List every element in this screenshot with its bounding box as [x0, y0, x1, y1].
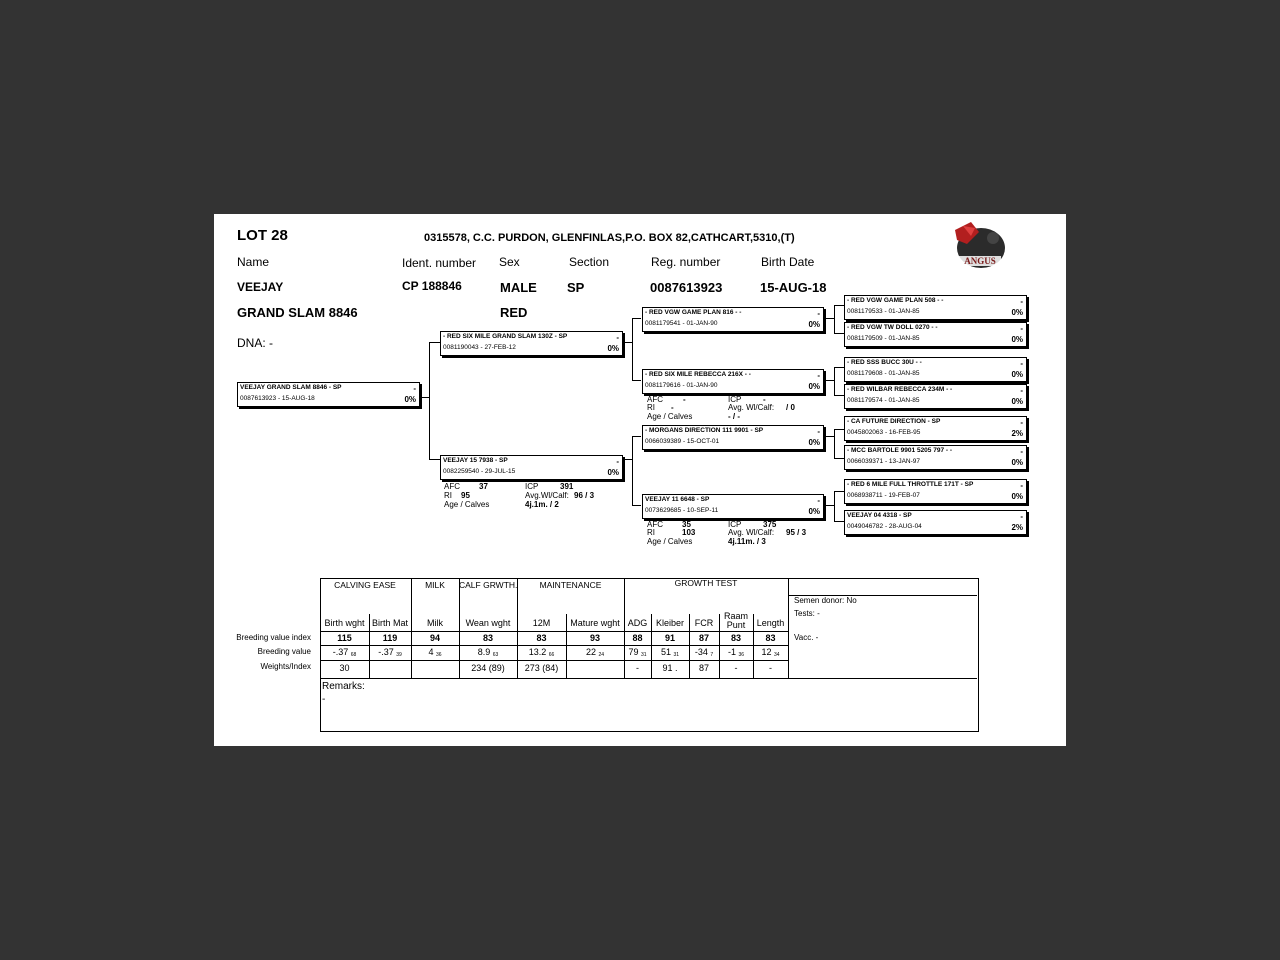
bv-value: 8.9 — [477, 647, 491, 657]
bv-value: 4 — [428, 647, 434, 657]
lot-sheet — [214, 214, 1066, 746]
bv-value: -1 — [727, 647, 736, 657]
bv-accuracy: 24 — [598, 652, 605, 658]
reg-date: 0068938711 - 19-FEB-07 — [847, 492, 920, 499]
bvi-cell: 83 — [536, 633, 547, 643]
bvi-cell: 87 — [698, 633, 709, 643]
animal-name: - RED SIX MILE GRAND SLAM 130Z - SP — [443, 333, 568, 340]
lot-number: LOT 28 — [237, 227, 288, 244]
percent: 0% — [607, 468, 619, 477]
row-label-weights: Weights/Index — [260, 662, 311, 671]
label-ident: Ident. number — [402, 256, 477, 270]
animal-name: - RED SIX MILE REBECCA 216X - - — [645, 371, 751, 378]
reg-date: 0081179533 - 01-JAN-85 — [847, 308, 920, 315]
bv-accuracy: 31 — [640, 652, 647, 658]
connector — [823, 318, 834, 319]
bvi-cell: 115 — [337, 633, 352, 643]
weights-cell: 30 — [339, 663, 350, 673]
column-header: Milk — [427, 618, 443, 628]
connector — [419, 397, 429, 398]
weights-cell: 273 (84) — [524, 663, 559, 673]
flag: - — [1020, 481, 1023, 490]
bv-cell — [753, 647, 788, 658]
bv-cell — [624, 647, 651, 658]
connector — [429, 459, 440, 460]
animal-name: - RED SSS BUCC 30U - - — [847, 359, 922, 366]
percent: 0% — [607, 344, 619, 353]
animal-name: VEEJAY 04 4318 - SP — [847, 512, 912, 519]
flag: - — [817, 309, 820, 318]
bv-cell — [719, 647, 753, 658]
column-header: Length — [756, 618, 785, 628]
flag: - — [1020, 447, 1023, 456]
percent: 0% — [808, 438, 820, 447]
percent: 0% — [1011, 308, 1023, 317]
semen-donor: Semen donor: No — [794, 596, 857, 605]
birth-date: 15-AUG-18 — [760, 280, 827, 295]
bv-accuracy: 36 — [435, 652, 442, 658]
flag: - — [413, 384, 416, 393]
connector — [632, 505, 641, 506]
column-header: FCR — [694, 618, 714, 628]
animal-name: VEEJAY GRAND SLAM 8846 - SP — [240, 384, 342, 391]
row-label-bv: Breeding value — [257, 647, 311, 656]
weights-cell: - — [734, 663, 738, 673]
dna-status: DNA: - — [237, 336, 273, 350]
tests: Tests: - — [794, 609, 820, 618]
pedigree-box-sire — [440, 331, 623, 356]
bv-cell — [651, 647, 689, 658]
remarks-text: - — [322, 694, 326, 705]
animal-name: VEEJAY 11 6648 - SP — [645, 496, 710, 503]
percent: 0% — [1011, 458, 1023, 467]
breeder-line: 0315578, C.C. PURDON, GLENFINLAS,P.O. BOX 82,CATHCART,5310,(T) — [424, 232, 795, 244]
bvi-cell: 83 — [730, 633, 741, 643]
animal-name: - RED VGW GAME PLAN 816 - - — [645, 309, 742, 316]
flag: - — [1020, 359, 1023, 368]
bv-value: 22 — [585, 647, 596, 657]
pedigree-box-sire-sire — [642, 307, 824, 332]
flag: - — [1020, 324, 1023, 333]
pedigree-box-dam-dam — [642, 494, 824, 519]
remarks-label: Remarks: — [322, 681, 365, 692]
label-name: Name — [237, 255, 270, 269]
bv-value: 51 — [660, 647, 671, 657]
bv-value: 12 — [761, 647, 772, 657]
connector — [834, 305, 844, 306]
flag: - — [817, 371, 820, 380]
group-milk: MILK — [425, 580, 445, 590]
weights-cell: - — [769, 663, 772, 673]
flag: - — [817, 427, 820, 436]
connector — [632, 380, 641, 381]
bv-accuracy: 63 — [492, 652, 499, 658]
connector — [823, 436, 834, 437]
pedigree-box-dam — [440, 455, 623, 480]
bv-accuracy: 7 — [710, 652, 714, 658]
animal-name: - MORGANS DIRECTION 111 9901 - SP — [645, 427, 764, 434]
connector — [834, 367, 844, 368]
column-header: 12M — [532, 618, 551, 628]
pedigree-box-g3-4 — [844, 384, 1027, 409]
group-maintenance: MAINTENANCE — [539, 580, 602, 590]
animal-name: - MCC BARTOLE 9901 5205 797 - - — [847, 447, 952, 454]
animal-name: - RED WILBAR REBECCA 234M - - — [847, 386, 953, 393]
connector — [632, 436, 633, 506]
column-header: ADG — [627, 618, 648, 628]
bv-accuracy: 66 — [548, 652, 555, 658]
vaccinations: Vacc. - — [794, 633, 819, 642]
bvi-cell: 93 — [589, 633, 600, 643]
label-section: Section — [569, 255, 610, 269]
bv-cell — [320, 647, 369, 658]
animal-name: - RED VGW TW DOLL 0270 - - — [847, 324, 938, 331]
column-header: Kleiber — [655, 618, 684, 628]
colour-value: RED — [500, 305, 528, 320]
column-header: Birth wght — [324, 618, 365, 628]
bv-accuracy: 31 — [673, 652, 680, 658]
label-sex: Sex — [499, 255, 520, 269]
connector — [622, 342, 632, 343]
connector — [834, 333, 844, 334]
bvi-cell: 83 — [482, 633, 493, 643]
reg-date: 0045802063 - 16-FEB-95 — [847, 429, 921, 436]
reg-date: 0073629685 - 10-SEP-11 — [645, 507, 719, 514]
table-rule — [788, 578, 789, 678]
connector — [632, 318, 633, 381]
pedigree-box-g3-5 — [844, 416, 1027, 441]
label-birth: Birth Date — [761, 255, 815, 269]
bvi-cell: 88 — [632, 633, 643, 643]
flag: - — [1020, 297, 1023, 306]
pedigree-box-g3-6 — [844, 445, 1027, 470]
pedigree-box-dam-sire — [642, 425, 824, 450]
bv-cell — [566, 647, 624, 658]
bv-value: -34 — [694, 647, 708, 657]
pedigree-box-g3-8 — [844, 510, 1027, 535]
pedigree-box-sire-dam — [642, 369, 824, 394]
flag: - — [817, 496, 820, 505]
weights-cell: 234 (89) — [471, 663, 505, 673]
group-calving-ease: CALVING EASE — [334, 580, 396, 590]
reg-date: 0081179541 - 01-JAN-90 — [645, 320, 718, 327]
bvi-cell: 91 — [664, 633, 675, 643]
connector — [622, 459, 632, 460]
pedigree-box-g3-3 — [844, 357, 1027, 382]
dam-dam-stats: AFC 35 ICP 375 RI 103 Avg. Wl/Calf: 95 / 3 Age / Calves 4j.11m. / 3 — [647, 520, 807, 546]
connector — [834, 305, 835, 333]
connector — [834, 367, 835, 395]
column-header: Wean wght — [465, 618, 511, 628]
connector — [429, 342, 440, 343]
connector — [632, 318, 641, 319]
connector — [834, 521, 844, 522]
bv-cell — [517, 647, 566, 658]
reg-date: 0066039371 - 13-JAN-97 — [847, 458, 920, 465]
flag: - — [1020, 386, 1023, 395]
connector — [834, 458, 844, 459]
percent: 0% — [808, 320, 820, 329]
reg-date: 0081179509 - 01-JAN-85 — [847, 335, 920, 342]
weights-cell: - — [636, 663, 639, 673]
group-calf-growth: CALF GRWTH. — [459, 580, 518, 590]
reg-number: 0087613923 — [650, 280, 723, 295]
percent: 0% — [1011, 370, 1023, 379]
percent: 0% — [1011, 335, 1023, 344]
connector — [834, 429, 844, 430]
percent: 0% — [1011, 492, 1023, 501]
bv-value: -.37 — [332, 647, 349, 657]
percent: 2% — [1011, 429, 1023, 438]
logo-text: ANGUS — [964, 256, 996, 266]
connector — [823, 380, 834, 381]
percent: 0% — [808, 382, 820, 391]
bv-value: 13.2 — [528, 647, 547, 657]
pedigree-box-g3-7 — [844, 479, 1027, 504]
connector — [834, 491, 835, 521]
sire-dam-stats: AFC - ICP - RI - Avg. Wl/Calf: / 0 Age / Calves - / - — [647, 395, 795, 421]
animal-name-1: VEEJAY — [237, 280, 284, 294]
flag: - — [1020, 418, 1023, 427]
bv-cell — [459, 647, 517, 658]
pedigree-box-subject — [237, 382, 420, 407]
bv-value: -.37 — [378, 647, 394, 657]
bvi-cell: 94 — [429, 633, 440, 643]
bv-accuracy: 34 — [773, 652, 780, 658]
bv-value: 79 — [628, 647, 639, 657]
reg-date: 0049046782 - 28-AUG-04 — [847, 523, 922, 530]
animal-name: - CA FUTURE DIRECTION - SP — [847, 418, 941, 425]
percent: 0% — [1011, 397, 1023, 406]
connector — [834, 395, 844, 396]
animal-name: - RED VGW GAME PLAN 508 - - — [847, 297, 944, 304]
connector — [429, 342, 430, 459]
animal-name-2: GRAND SLAM 8846 — [237, 305, 358, 320]
ident-number: CP 188846 — [402, 279, 462, 293]
column-header: Raam Punt — [723, 611, 748, 630]
animal-name: VEEJAY 15 7938 - SP — [443, 457, 508, 464]
connector — [823, 505, 834, 506]
bv-accuracy: 68 — [350, 652, 357, 658]
pedigree-box-g3-2 — [844, 322, 1027, 347]
flag: - — [616, 457, 619, 466]
reg-date: 0081179608 - 01-JAN-85 — [847, 370, 920, 377]
dam-stats: AFC 37 ICP 391 RI 95 Avg.Wl/Calf: 96 / 3 Age / Calves 4j.1m. / 2 — [444, 482, 595, 509]
reg-date: 0081179574 - 01-JAN-85 — [847, 397, 920, 404]
bvi-cell: 83 — [765, 633, 776, 643]
connector — [834, 491, 844, 492]
weights-cell: 87 — [698, 663, 709, 673]
connector — [834, 429, 835, 458]
percent: 2% — [1011, 523, 1023, 532]
column-header: Mature wght — [570, 618, 620, 628]
bv-cell — [689, 647, 719, 658]
angus-logo — [949, 218, 1009, 272]
reg-date: 0081179616 - 01-JAN-90 — [645, 382, 718, 389]
table-rule — [411, 578, 412, 678]
table-rule — [320, 678, 977, 679]
bvi-cell: 119 — [382, 633, 398, 643]
percent: 0% — [808, 507, 820, 516]
flag: - — [616, 333, 619, 342]
reg-date: 0081190043 - 27-FEB-12 — [443, 344, 516, 351]
label-reg: Reg. number — [651, 255, 721, 269]
bv-cell — [369, 647, 411, 658]
bv-accuracy: 36 — [738, 652, 745, 658]
flag: - — [1020, 512, 1023, 521]
weights-cell: 91 . — [662, 663, 678, 673]
section-value: SP — [567, 280, 585, 295]
column-header: Birth Mat — [371, 618, 408, 628]
reg-date: 0087613923 - 15-AUG-18 — [240, 395, 315, 402]
percent: 0% — [404, 395, 416, 404]
pedigree-box-g3-1 — [844, 295, 1027, 320]
sex-value: MALE — [500, 280, 537, 295]
connector — [632, 436, 641, 437]
group-growth-test: GROWTH TEST — [674, 578, 738, 588]
bv-cell — [411, 647, 459, 658]
bv-accuracy: 39 — [396, 652, 402, 658]
reg-date: 0066039389 - 15-OCT-01 — [645, 438, 720, 445]
animal-name: - RED 6 MILE FULL THROTTLE 171T - SP — [847, 481, 974, 488]
reg-date: 0082259540 - 29-JUL-15 — [443, 468, 516, 475]
row-label-bvi: Breeding value index — [236, 633, 311, 642]
